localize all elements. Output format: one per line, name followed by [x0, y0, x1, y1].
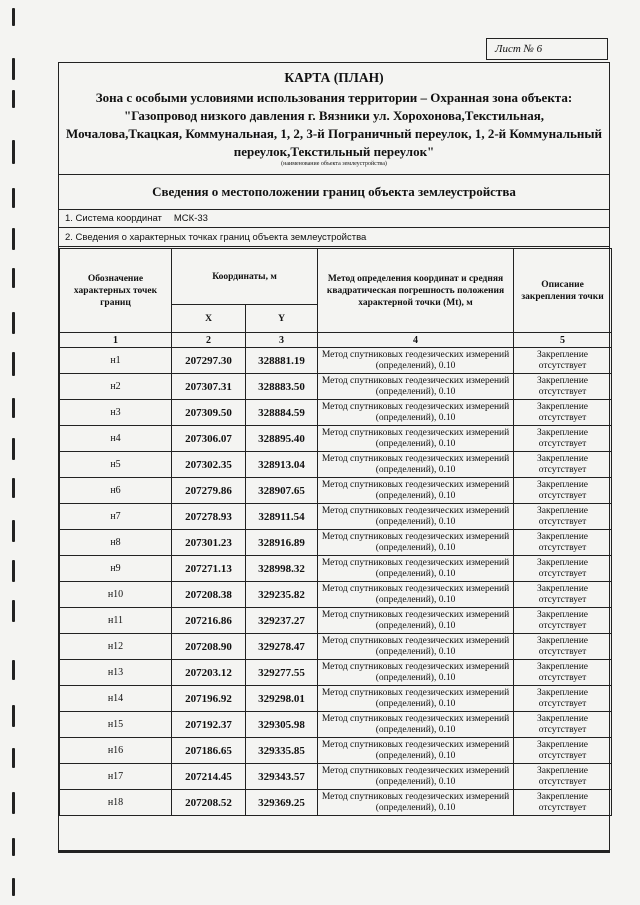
coordinate-y: 328895.40	[246, 426, 318, 452]
method-cell: Метод спутниковых геодезических измерений (определений), 0.10	[318, 712, 514, 738]
fixing-cell: Закрепление отсутствует	[514, 712, 612, 738]
coordinate-y: 328998.32	[246, 556, 318, 582]
col-number: 1	[60, 333, 172, 348]
col-number: 3	[246, 333, 318, 348]
col-number: 4	[318, 333, 514, 348]
sheet-label: Лист № 6	[495, 43, 543, 55]
coordinate-y: 328881.19	[246, 348, 318, 374]
header-x: X	[172, 305, 246, 333]
fixing-cell: Закрепление отсутствует	[514, 426, 612, 452]
table-row	[60, 400, 612, 426]
coordinate-x: 207214.45	[172, 764, 246, 790]
zone-description: Зона с особыми условиями использования территории – Охранная зона объекта: "Газопровод низкого давления г. Вязники ул. Хорохонова,Текстильная, Мочалова,Ткацкая, Коммунальная, 1, 2, 3-й Пограничный переулок, 1, 2-й Коммунальный переулок,Текстильный переулок"	[65, 90, 603, 159]
fixing-cell: Закрепление отсутствует	[514, 478, 612, 504]
coordinate-y: 329298.01	[246, 686, 318, 712]
fixing-cell: Закрепление отсутствует	[514, 686, 612, 712]
coordinate-y: 328916.89	[246, 530, 318, 556]
fixing-cell: Закрепление отсутствует	[514, 556, 612, 582]
method-cell: Метод спутниковых геодезических измерений (определений), 0.10	[318, 738, 514, 764]
table-row	[60, 686, 612, 712]
header-method: Метод определения координат и средняя квадратическая погрешность положения характерной точки (Mt), м	[318, 249, 514, 333]
coordinate-x: 207301.23	[172, 530, 246, 556]
coordinate-x: 207196.92	[172, 686, 246, 712]
point-name: н4	[60, 426, 172, 452]
section-title: Сведения о местоположении границ объекта землеустройства	[59, 174, 609, 210]
header-y: Y	[246, 305, 318, 333]
fixing-cell: Закрепление отсутствует	[514, 452, 612, 478]
fixing-cell: Закрепление отсутствует	[514, 764, 612, 790]
title-block	[59, 63, 609, 175]
coordinate-y: 329235.82	[246, 582, 318, 608]
coordinate-x: 207192.37	[172, 712, 246, 738]
coordinate-x: 207279.86	[172, 478, 246, 504]
coordinate-x: 207271.13	[172, 556, 246, 582]
coordinate-x: 207208.52	[172, 790, 246, 816]
coordinate-y: 328911.54	[246, 504, 318, 530]
table-row	[60, 712, 612, 738]
table-row	[60, 348, 612, 374]
point-name: н16	[60, 738, 172, 764]
point-name: н7	[60, 504, 172, 530]
coordinate-x: 207203.12	[172, 660, 246, 686]
coordinate-x: 207278.93	[172, 504, 246, 530]
method-cell: Метод спутниковых геодезических измерений (определений), 0.10	[318, 348, 514, 374]
fixing-cell: Закрепление отсутствует	[514, 530, 612, 556]
coordinate-x: 207216.86	[172, 608, 246, 634]
col-number: 2	[172, 333, 246, 348]
fixing-cell: Закрепление отсутствует	[514, 582, 612, 608]
fixing-cell: Закрепление отсутствует	[514, 608, 612, 634]
coordinate-y: 329335.85	[246, 738, 318, 764]
coordinate-y: 329305.98	[246, 712, 318, 738]
fixing-cell: Закрепление отсутствует	[514, 348, 612, 374]
fixing-cell: Закрепление отсутствует	[514, 660, 612, 686]
coordinate-y: 328883.50	[246, 374, 318, 400]
boundary-points-table	[59, 248, 612, 816]
coordinate-y: 329237.27	[246, 608, 318, 634]
document-frame	[58, 62, 610, 853]
coordinate-x: 207309.50	[172, 400, 246, 426]
method-cell: Метод спутниковых геодезических измерений (определений), 0.10	[318, 426, 514, 452]
fixing-cell: Закрепление отсутствует	[514, 504, 612, 530]
fixing-cell: Закрепление отсутствует	[514, 400, 612, 426]
point-name: н3	[60, 400, 172, 426]
coordinate-x: 207297.30	[172, 348, 246, 374]
coordinate-y: 329369.25	[246, 790, 318, 816]
point-name: н11	[60, 608, 172, 634]
point-name: н5	[60, 452, 172, 478]
method-cell: Метод спутниковых геодезических измерений (определений), 0.10	[318, 556, 514, 582]
coordinate-system-label: 1. Система координат	[65, 213, 162, 224]
table-row	[60, 556, 612, 582]
method-cell: Метод спутниковых геодезических измерений (определений), 0.10	[318, 504, 514, 530]
point-name: н9	[60, 556, 172, 582]
method-cell: Метод спутниковых геодезических измерений (определений), 0.10	[318, 634, 514, 660]
point-name: н12	[60, 634, 172, 660]
point-name: н15	[60, 712, 172, 738]
point-name: н2	[60, 374, 172, 400]
method-cell: Метод спутниковых геодезических измерений (определений), 0.10	[318, 400, 514, 426]
table-row	[60, 660, 612, 686]
point-name: н6	[60, 478, 172, 504]
method-cell: Метод спутниковых геодезических измерений (определений), 0.10	[318, 764, 514, 790]
coordinate-system-value: МСК-33	[173, 213, 208, 224]
table-row	[60, 608, 612, 634]
point-name: н13	[60, 660, 172, 686]
method-cell: Метод спутниковых геодезических измерений (определений), 0.10	[318, 582, 514, 608]
coordinate-x: 207302.35	[172, 452, 246, 478]
fixing-cell: Закрепление отсутствует	[514, 738, 612, 764]
coordinate-x: 207306.07	[172, 426, 246, 452]
col-number: 5	[514, 333, 612, 348]
method-cell: Метод спутниковых геодезических измерений (определений), 0.10	[318, 452, 514, 478]
coordinate-x: 207307.31	[172, 374, 246, 400]
method-cell: Метод спутниковых геодезических измерений (определений), 0.10	[318, 660, 514, 686]
coordinate-system-row	[59, 210, 609, 228]
point-name: н1	[60, 348, 172, 374]
coordinate-y: 328907.65	[246, 478, 318, 504]
table-row	[60, 582, 612, 608]
fixing-cell: Закрепление отсутствует	[514, 374, 612, 400]
coordinate-y: 329343.57	[246, 764, 318, 790]
point-name: н10	[60, 582, 172, 608]
header-designation: Обозначение характерных точек границ	[60, 249, 172, 333]
method-cell: Метод спутниковых геодезических измерений (определений), 0.10	[318, 478, 514, 504]
coordinate-y: 328884.59	[246, 400, 318, 426]
point-name: н14	[60, 686, 172, 712]
table-row	[60, 504, 612, 530]
coordinate-x: 207186.65	[172, 738, 246, 764]
table-row	[60, 452, 612, 478]
method-cell: Метод спутниковых геодезических измерений (определений), 0.10	[318, 790, 514, 816]
table-row	[60, 478, 612, 504]
sheet-number	[486, 38, 608, 60]
document-title: КАРТА (ПЛАН)	[284, 70, 384, 85]
coordinate-y: 329277.55	[246, 660, 318, 686]
table-row	[60, 790, 612, 816]
table-row	[60, 634, 612, 660]
point-name: н18	[60, 790, 172, 816]
method-cell: Метод спутниковых геодезических измерений (определений), 0.10	[318, 374, 514, 400]
table-row	[60, 738, 612, 764]
coordinate-x: 207208.90	[172, 634, 246, 660]
header-fixing: Описание закрепления точки	[514, 249, 612, 333]
table-row	[60, 374, 612, 400]
coordinate-y: 328913.04	[246, 452, 318, 478]
table-row	[60, 764, 612, 790]
fixing-cell: Закрепление отсутствует	[514, 634, 612, 660]
points-caption	[59, 229, 609, 247]
method-cell: Метод спутниковых геодезических измерений (определений), 0.10	[318, 608, 514, 634]
table-row	[60, 530, 612, 556]
table-row	[60, 426, 612, 452]
point-name: н17	[60, 764, 172, 790]
object-note: (наименование объекта землеустройства)	[281, 161, 387, 167]
method-cell: Метод спутниковых геодезических измерений (определений), 0.10	[318, 686, 514, 712]
point-name: н8	[60, 530, 172, 556]
coordinate-y: 329278.47	[246, 634, 318, 660]
method-cell: Метод спутниковых геодезических измерений (определений), 0.10	[318, 530, 514, 556]
fixing-cell: Закрепление отсутствует	[514, 790, 612, 816]
header-coordinates: Координаты, м	[172, 249, 318, 305]
points-caption-text: 2. Сведения о характерных точках границ объекта землеустройства	[65, 232, 367, 243]
coordinate-x: 207208.38	[172, 582, 246, 608]
